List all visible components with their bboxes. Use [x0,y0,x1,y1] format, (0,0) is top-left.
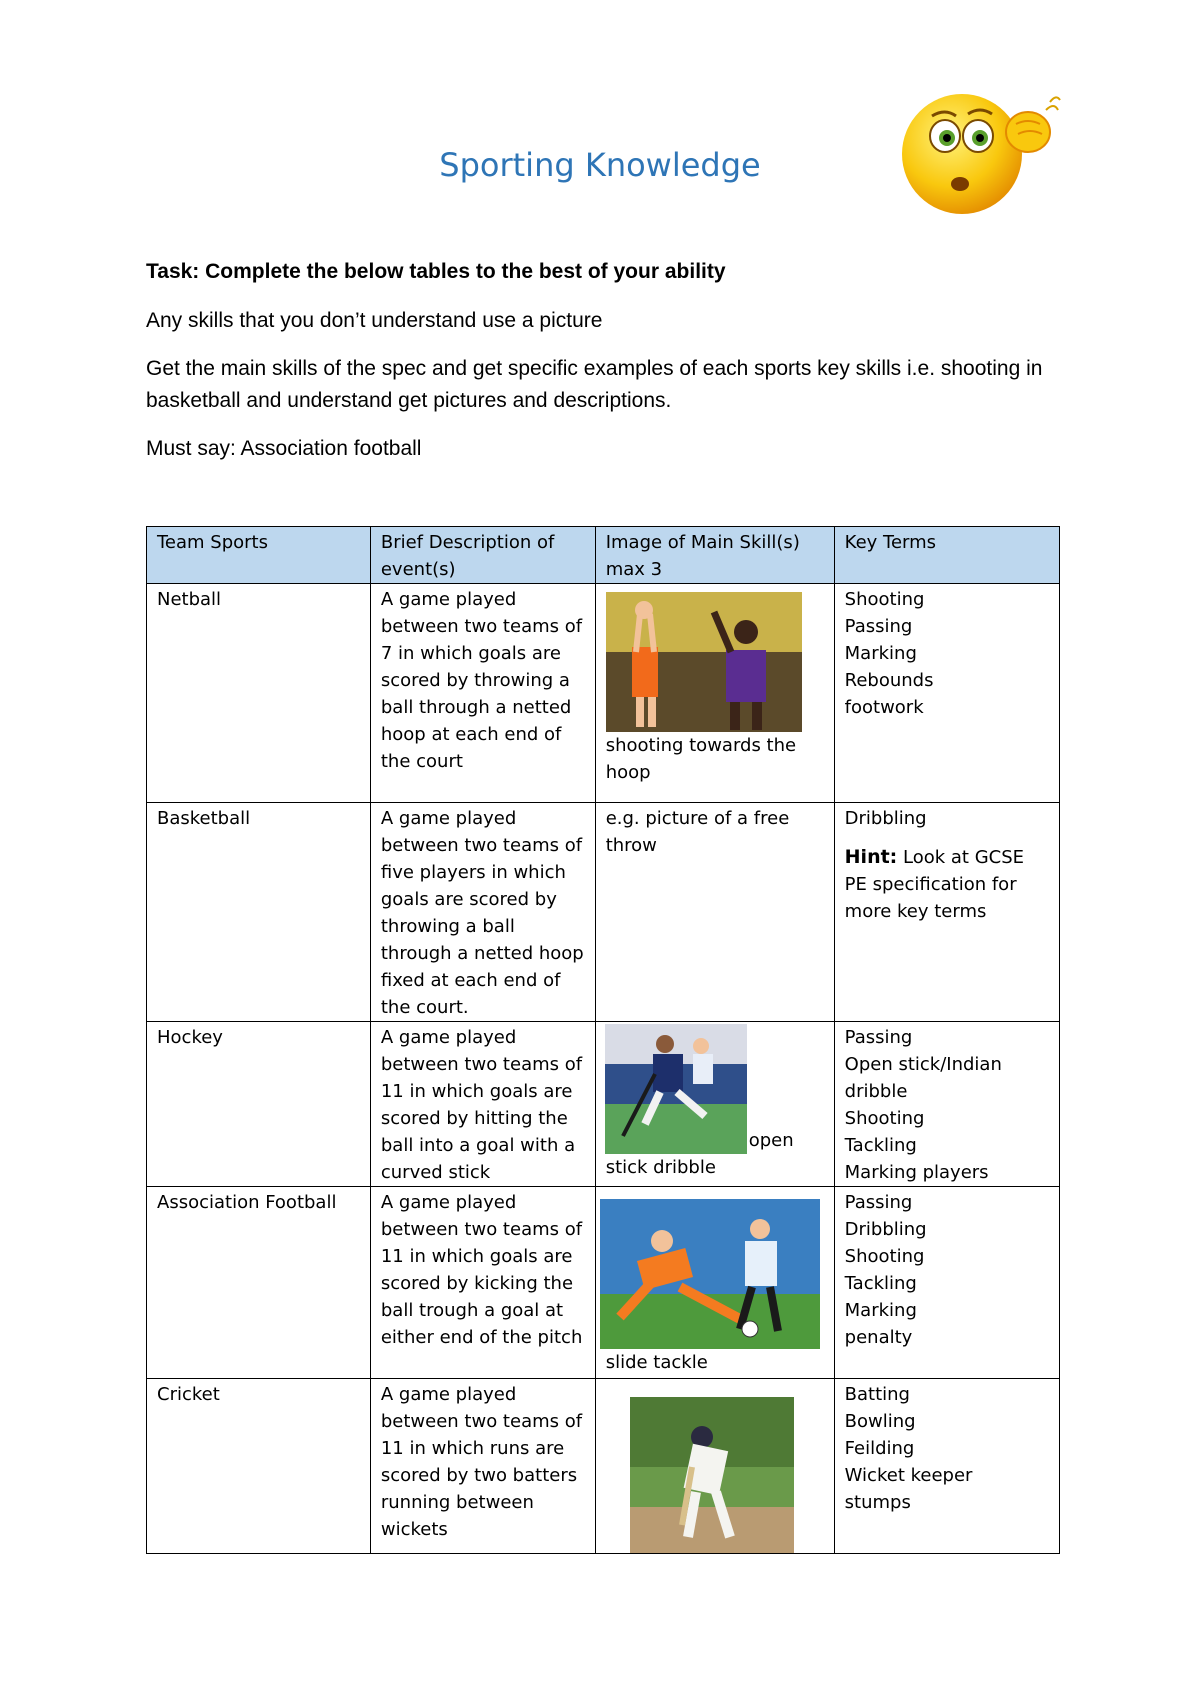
key-term: Marking [844,643,917,664]
key-term: penalty [844,1327,913,1348]
key-term: Passing [844,1027,913,1048]
hockey-dribble-image [605,1024,747,1154]
cricket-batting-image [630,1397,794,1553]
task-heading: Task: Complete the below tables to the best of your ability [146,260,726,283]
key-term: Tackling [844,1273,917,1294]
key-term: Shooting [844,1108,925,1129]
sport-description: A game played between two teams of 7 in which goals are scored by throwing a ball through a netted hoop at each end of the court [370,584,595,803]
header-image: Image of Main Skill(s) max 3 [595,527,834,584]
key-term: footwork [844,697,924,718]
sport-description: A game played between two teams of five players in which goals are scored by throwing a ball through a netted hoop fixed at each end of the court. [370,803,595,1022]
table-header-row [147,527,1060,584]
key-term: Dribbling [844,808,927,829]
key-term: Open stick/Indian dribble [844,1054,1002,1102]
image-caption-part: stick dribble [605,1157,716,1178]
sport-description: A game played between two teams of 11 in which goals are scored by kicking the ball trough a goal at either end of the pitch [370,1187,595,1379]
netball-shooting-image [606,592,802,732]
key-term: Bowling [844,1411,916,1432]
key-term: Dribbling [844,1219,927,1240]
image-caption: e.g. picture of a free throw [595,803,834,1022]
key-term: Marking [844,1300,917,1321]
table-row [147,584,1060,803]
key-term: Rebounds [844,670,934,691]
table-row [147,1022,1060,1187]
key-terms [834,1022,1059,1187]
instruction-1: Any skills that you don’t understand use a picture [146,309,603,332]
football-slide-tackle-image [600,1199,820,1349]
instruction-2: Get the main skills of the spec and get specific examples of each sports key skills i.e. shooting in basketball and understand get pictures and descriptions. [146,357,1043,412]
key-term: Passing [844,1192,913,1213]
key-term: Marking players [844,1162,989,1183]
key-terms [834,803,1059,1022]
page-title: Sporting Knowledge [439,146,761,184]
table-row [147,803,1060,1022]
sport-name: Cricket [147,1379,371,1554]
sport-name: Netball [147,584,371,803]
key-term: Tackling [844,1135,917,1156]
sport-description: A game played between two teams of 11 in which runs are scored by two batters running between wickets [370,1379,595,1554]
instruction-3: Must say: Association football [146,437,422,460]
key-terms [834,1187,1059,1379]
sport-name: Basketball [147,803,371,1022]
key-term: Shooting [844,589,925,610]
image-caption-part: open [748,1130,794,1151]
header-team-sports: Team Sports [147,527,371,584]
header-key-terms: Key Terms [834,527,1059,584]
key-term: Shooting [844,1246,925,1267]
key-terms [834,584,1059,803]
confused-emoji-icon [900,88,1065,218]
hint-text: Hint: Look at GCSE PE specification for more key terms [844,846,1025,922]
image-caption: slide tackle [605,1352,708,1373]
key-terms [834,1379,1059,1554]
sport-name: Association Football [147,1187,371,1379]
header-description: Brief Description of event(s) [370,527,595,584]
sport-description: A game played between two teams of 11 in which goals are scored by hitting the ball into a goal with a curved stick [370,1022,595,1187]
sport-name: Hockey [147,1022,371,1187]
table-row [147,1187,1060,1379]
table-row [147,1379,1060,1554]
image-caption: shooting towards the hoop [605,735,797,783]
team-sports-table [146,526,1060,1554]
hint-label: Hint: [844,846,898,868]
key-term: Feilding [844,1438,915,1459]
key-term: Passing [844,616,913,637]
key-term: stumps [844,1492,911,1513]
key-term: Batting [844,1384,910,1405]
key-term: Wicket keeper [844,1465,973,1486]
